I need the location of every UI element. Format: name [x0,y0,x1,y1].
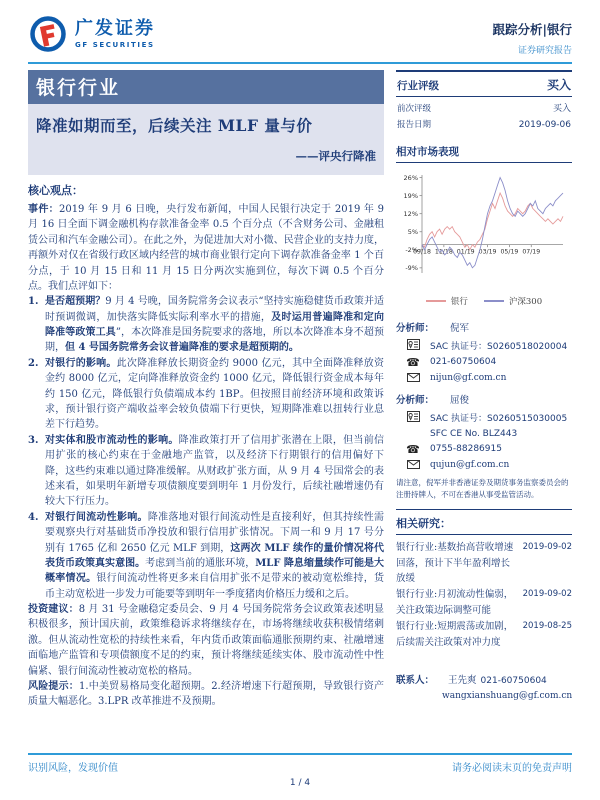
analyst-email [430,373,506,383]
legend-item [426,295,468,307]
research-title: 银行行业:短期震荡或加剧，后续需关注政策对冲力度 [396,621,514,648]
phone-icon: ☎ [406,355,420,369]
svg-text:26%: 26% [403,173,418,182]
related-research-item [396,619,572,650]
research-title: 银行行业:月初流动性偏弱，关注政策边际调整可能 [396,589,514,616]
core-viewpoints [28,183,384,710]
item-text: 对银行的影响。此次降准释放长期资金约 9000 亿元，其中全面降准释放资金约 8000 亿元，定向降准释放资金约 1000 亿元，降低银行资金成本每年约 150 亿元，降低银行负债端成本约 1BP。但按照目前经济环境和政策诉求，预计银行资产端收益率会较负债端下行更快，短期降准难以扭转行业息差下行趋势。 [45,357,384,431]
report-date-label: 报告日期 [397,120,432,130]
industry-rating-row [396,70,572,97]
contact-email-link[interactable]: wangxianshuang@gf.com.cn [442,690,573,701]
item-text: 对实体和股市流动性的影响。降准政策打开了信用扩张潜在上限，但当前信用扩张的核心约束在于金融地产监管，以及经济下行期银行的信用偏好下降，这些约束难以通过降准缓解。从财政扩张方面，从 9 月 4 号国常会的表述来看，如果明年新增专项债额度要到明年 1 月份发行，后续社融增速仍有较大下行压力。 [45,434,384,508]
brand-name-cn: 广发证券 [75,18,155,40]
contact-label: 联系人： [396,674,435,686]
svg-text:09/18: 09/18 [413,248,431,256]
item-text: 对银行间流动性影响。降准落地对银行间流动性是直接利好，但其持续性需要观察央行对基础货币净投放和银行信用扩张情况。下周一和 9 月 17 号分别有 1765 亿和 2650 亿元 MLF 到期，这两次 MLF 续作的量价情况将代表货币政策真实意图。考虑到当前的通胀环境，MLF 降息缩量续作可能是大概率情况。银行间流动性将更多来自信用扩张不足带来的被动宽松维持，货币主动宽松进一步发力可能要等到明年一季度猪肉价格压力缓和之后。 [45,511,385,600]
contact-block [396,672,572,701]
related-research-list [396,540,572,650]
rating-label: 行业评级 [397,80,439,92]
analyst-phone: 0755-88286915 [430,444,502,454]
report-date-row [396,114,572,130]
previous-rating-row [396,97,572,114]
analyst-sfc: SFC CE No. BLZ443 [430,428,518,439]
analyst-label: 分析师： [396,395,435,406]
svg-text:05/19: 05/19 [500,248,519,256]
page-number: 1 / 4 [289,778,311,788]
item-text: 是否超预期？9 月 4 号晚，国务院常务会议表示“坚持实施稳健货币政策并适时预调微调，加快落实降低实际利率水平的措施，及时运用普遍降准和定向降准等政策工具”，本次降准是国务院要求的落地，所以本次降准本身不超预期，但 4 号国务院常务会议普遍降准的要求是超预期的。 [45,296,385,354]
research-date: 2019-09-02 [522,542,572,553]
legend-label: 沪深300 [508,297,543,307]
svg-text:01/19: 01/19 [456,248,475,256]
report-subtitle: ——评央行降准 [295,149,376,163]
email-icon [405,373,421,384]
contact-row [396,672,572,686]
legend-item [484,295,542,307]
item-number: 3. [28,434,39,446]
list-item [28,510,384,602]
analyst-email-row [396,457,572,473]
analyst-phone: 021-60750604 [430,357,497,367]
line-chart [396,169,568,291]
analyst-email-link[interactable]: nijun@gf.com.cn [430,373,507,383]
sidebar [396,70,572,701]
legend-line-swatch [484,300,504,302]
header-meta [492,14,572,56]
analyst-sac: SAC 执证号：S0260515030005 [430,413,568,424]
svg-text:11/18: 11/18 [434,248,453,256]
gf-securities-logo [28,14,155,54]
title-band [28,104,384,175]
header-divider [28,62,572,64]
report-type: 跟踪分析|银行 [492,22,572,37]
risk-warning: 风险提示：1.中美贸易格局变化超预期。2.经济增速下行超预期，导致银行资产质量大幅恶化。3.LPR 改革推进不及预期。 [28,681,384,708]
svg-text:03/19: 03/19 [478,248,497,256]
item-number: 2. [28,357,39,369]
analyst-note: 请注意，倪军并非香港证券及期货事务监察委员会的注册持牌人，不可在香港从事受监管活动。 [396,478,569,499]
analyst-sac: SAC 执证号：S0260518020004 [430,341,568,352]
analyst-sfc-row [396,426,572,441]
contact-name: 王先爽 [448,674,477,686]
prev-rating-value: 买入 [552,104,571,114]
certificate-icon [405,411,421,424]
footer-slogan: 识别风险，发现价值 [28,763,118,774]
contact-phone: 021-60750604 [480,675,547,686]
research-date: 2019-08-25 [522,621,572,632]
related-research-item [396,587,572,618]
list-item [28,356,384,433]
report-date-value: 2019-09-06 [518,120,571,130]
market-performance-heading: 相对市场表现 [396,144,572,163]
legend-line-swatch [426,300,446,302]
page-header [28,14,572,56]
svg-text:19%: 19% [403,191,418,200]
svg-text:-9%: -9% [405,264,418,273]
footer-divider [28,753,572,755]
analyst-sac-row [396,408,572,426]
core-heading: 核心观点： [28,184,83,197]
item-number: 4. [28,511,39,523]
report-title: 降准如期而至，后续关注 MLF 量与价 [36,116,313,135]
industry-name: 银行行业 [36,77,121,99]
analyst-phone-row [396,441,572,457]
analyst-email-row [396,370,572,386]
footer-disclaimer: 请务必阅读末页的免责声明 [452,763,572,774]
analyst-sac-row [396,336,572,354]
point-list [28,294,384,602]
page-footer [28,753,572,788]
analyst-label: 分析师： [396,323,435,334]
svg-text:07/19: 07/19 [522,248,541,256]
svg-text:12%: 12% [403,209,418,218]
list-item [28,433,384,510]
analyst-email-link[interactable]: qujun@gf.com.cn [430,460,510,470]
certificate-icon [405,339,421,352]
research-date: 2019-09-02 [522,589,572,600]
gf-logo-icon [28,14,68,54]
svg-text:5%: 5% [407,227,418,236]
contact-email [442,691,572,701]
rating-value: 买入 [546,78,571,92]
analyst-email [430,460,509,470]
main-column [28,70,384,710]
prev-rating-label: 前次评级 [397,104,432,114]
legend-label: 银行 [450,297,468,307]
industry-band [28,70,384,104]
brand-text [75,19,155,49]
related-research-heading: 相关研究： [396,510,572,535]
event-paragraph: 事件：2019 年 9 月 6 日晚，央行发布新闻，中国人民银行决定于 2019 年 9 月 16 日全面下调金融机构存款准备金率 0.5 个百分点（不含财务公司、金融租赁公司和汽车金融公司）。在此之外，为促进加大对小微、民营企业的支持力度，再额外对仅在省级行政区域内经营的城市商业银行定向下调存款准备金率 1 个百分点，于 10 月 15 日和 11 月 15 日分两次实施到位，每次下调 0.5 个百分点。我们点评如下： [28,203,384,292]
relative-performance-chart [396,169,572,307]
analyst-row [396,320,572,334]
analyst-row [396,392,572,406]
chart-legend [396,295,572,307]
analysts-block [396,320,572,500]
email-icon [405,460,421,471]
investment-advice: 投资建议：8 月 31 号金融稳定委员会、9 月 4 号国务院常务会议政策表述明显积极很多，预计国庆前，政策维稳诉求将继续存在，市场将继续收获积极情绪刺激。但从流动性宽松的持续性来看，年内货币政策面临通胀预期约束、社融增速面临地产监管和专项债额度不足的约束，预计将继续延续实体、股市流动性中性偏紧、银行间流动性被动宽松的格局。 [28,604,384,677]
svg-text:-2%: -2% [405,245,418,254]
report-category: 证券研究报告 [517,46,572,56]
list-item [28,294,384,356]
item-number: 1. [28,296,39,308]
brand-name-en: GF SECURITIES [75,40,155,49]
analyst-name: 屈俊 [450,395,470,406]
phone-icon: ☎ [406,442,420,456]
analyst-phone-row [396,354,572,370]
analyst-name: 倪军 [450,323,470,334]
research-title: 银行行业:基数抬高营收增速回落，预计下半年盈利增长放缓 [396,542,514,584]
related-research-item [396,540,572,586]
